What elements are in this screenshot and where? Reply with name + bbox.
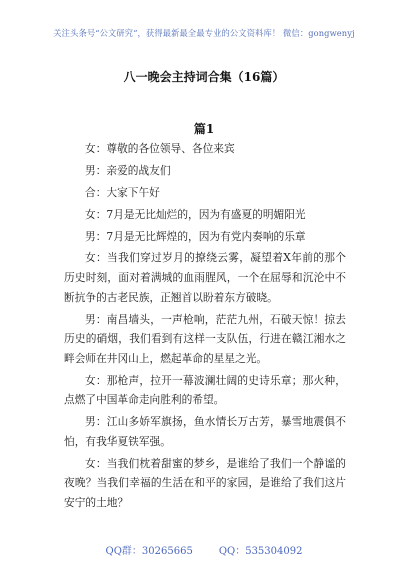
dialogue-line xyxy=(64,371,346,410)
dialogue-text: 尊敬的各位领导、各位来宾 xyxy=(106,142,235,155)
qq-group-number: QQ群：30265665 xyxy=(105,546,193,557)
footer-contact xyxy=(0,542,408,557)
dialogue-text: 那枪声，拉开一幕波澜壮阔的史诗乐章；那火种，点燃了中国革命走向胜利的希望。 xyxy=(64,373,346,407)
speaker-label: 男： xyxy=(85,312,107,326)
dialogue-text: 江山多娇军旗扬，鱼水情长万古芳，暴雪地震俱不怕，有我华夏铁军强。 xyxy=(64,415,346,448)
document-title: 八一晚会主持词合集（16篇） xyxy=(123,70,285,84)
dialogue-text: 南昌墙头，一声枪响，茫茫九州，石破天惊！掠去历史的硝烟，我们看到有这样一支队伍，行进在赣江湘水之畔会师在井冈山上，燃起革命的星星之光。 xyxy=(64,312,346,365)
dialogue-text: 大家下午好 xyxy=(106,185,160,199)
dialogue-line xyxy=(64,412,346,451)
speaker-label: 女： xyxy=(85,251,108,265)
header-note: 关注头条号“公文研究”，获得最新最全最专业的公文资料库！ 微信：gongwenyj xyxy=(53,28,355,38)
speaker-label: 女： xyxy=(85,456,107,470)
dialogue-text: 7月是无比辉煌的，因为有党内奏响的乐章 xyxy=(106,229,306,243)
dialogue-line xyxy=(64,248,346,307)
dialogue-line xyxy=(64,227,346,247)
speaker-label: 女： xyxy=(85,207,107,221)
speaker-label: 合： xyxy=(85,185,107,199)
speaker-label: 男： xyxy=(85,163,107,177)
dialogue-line xyxy=(64,183,346,203)
dialogue-text: 当我们枕着甜蜜的梦乡，是谁给了我们一个静谧的夜晚？当我们幸福的生活在和平的家园，是谁给了我们这片安宁的土地？ xyxy=(64,456,346,509)
document-body xyxy=(64,139,346,515)
section-heading: 篇1 xyxy=(193,122,215,136)
dialogue-line xyxy=(64,205,346,225)
qq-number: QQ：535304092 xyxy=(218,546,303,557)
speaker-label: 男： xyxy=(85,229,107,243)
dialogue-line xyxy=(64,454,346,513)
dialogue-text: 亲爱的战友们 xyxy=(106,163,171,177)
speaker-label: 男： xyxy=(85,415,107,429)
speaker-label: 女： xyxy=(85,373,107,387)
dialogue-text: 当我们穿过岁月的撩绕云雾，凝望着X年前的那个历史时刻，面对着满城的血雨腥风，一个在屈辱和沉沦中不断抗争的古老民族，正翘首以盼着东方破晓。 xyxy=(64,251,346,304)
dialogue-line xyxy=(64,139,346,159)
dialogue-line xyxy=(64,161,346,181)
dialogue-text: 7月是无比灿烂的，因为有盛夏的明媚阳光 xyxy=(106,207,306,221)
speaker-label: 女： xyxy=(85,142,107,155)
dialogue-line xyxy=(64,310,346,369)
